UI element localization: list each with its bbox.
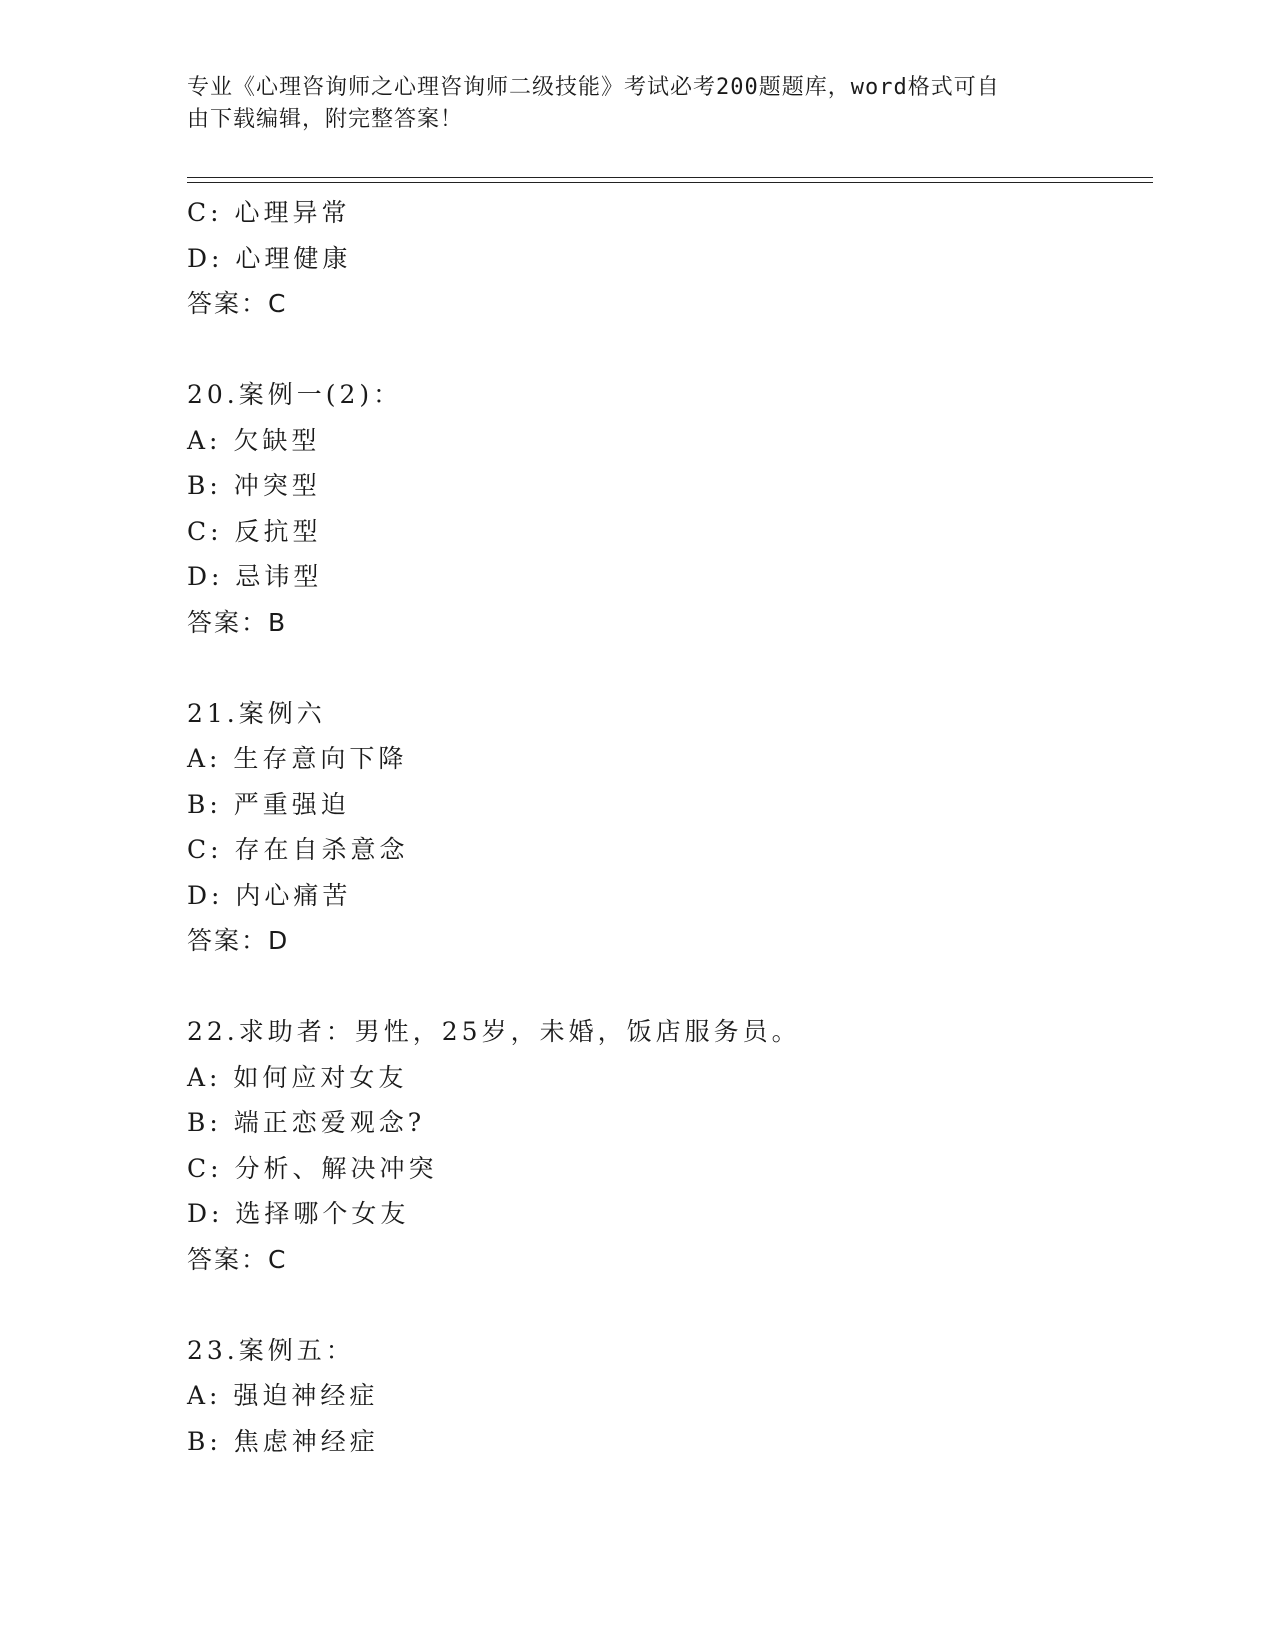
option-b: B: 冲突型	[187, 471, 321, 500]
option-b: B: 严重强迫	[187, 789, 350, 819]
answer-line: 答案：C	[187, 1244, 288, 1274]
option-d: D: 选择哪个女友	[187, 1199, 410, 1228]
question-stem: 23.案例五：	[187, 1335, 355, 1365]
option-c: C: 分析、解决冲突	[187, 1153, 438, 1183]
question-20	[187, 372, 1147, 645]
question-21	[187, 691, 1147, 964]
question-19	[187, 190, 1147, 327]
option-c: C: 存在自杀意念	[187, 835, 409, 864]
spacer	[187, 1282, 1147, 1328]
header-line-2: 由下载编辑，附完整答案！	[187, 107, 464, 132]
option-a: A: 欠缺型	[187, 425, 321, 455]
option-d: D: 心理健康	[187, 243, 352, 273]
option-d: D: 忌讳型	[187, 562, 323, 591]
answer-line: 答案：D	[187, 926, 290, 955]
spacer	[187, 645, 1147, 691]
option-b: B: 焦虑神经症	[187, 1426, 379, 1456]
question-stem: 20.案例一(2)：	[187, 380, 403, 409]
question-list	[187, 190, 1147, 1464]
header-line-1: 专业《心理咨询师之心理咨询师二级技能》考试必考200题题库，word格式可自	[187, 75, 1000, 100]
question-stem: 22.求助者：男性，25岁，未婚，饭店服务员。	[187, 1017, 801, 1046]
spacer	[187, 327, 1147, 373]
option-a: A: 强迫神经症	[187, 1381, 379, 1410]
option-b: B: 端正恋爱观念?	[187, 1108, 426, 1137]
spacer	[187, 964, 1147, 1010]
option-c: C: 反抗型	[187, 516, 322, 546]
header-rule-bottom	[187, 182, 1153, 183]
option-a: A: 生存意向下降	[187, 744, 408, 773]
header-note	[187, 72, 1067, 136]
answer-line: 答案：C	[187, 289, 288, 318]
question-stem: 21.案例六	[187, 698, 326, 728]
question-22	[187, 1009, 1147, 1282]
question-23	[187, 1328, 1147, 1465]
option-a: A: 如何应对女友	[187, 1062, 408, 1092]
answer-line: 答案：B	[187, 607, 288, 637]
option-c: C: 心理异常	[187, 198, 351, 227]
header-rule-top	[187, 177, 1153, 178]
option-d: D: 内心痛苦	[187, 880, 352, 910]
